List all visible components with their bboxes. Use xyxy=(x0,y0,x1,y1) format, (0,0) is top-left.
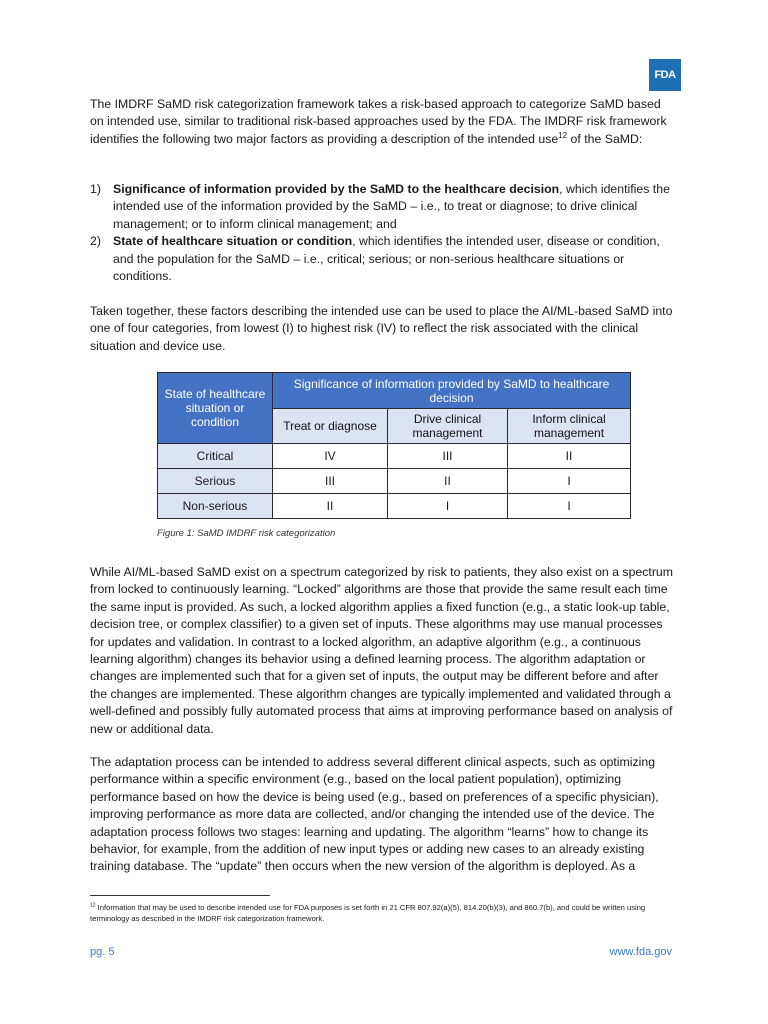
paragraph-text: The adaptation process can be intended to address several different clinical aspects, such as optimizing performance within a specific environment (e.g., based on the local patient population), optimizing performance based on how the device is being used (e.g., based on preferences of a specific physician), improving performance as more data are collected, and/or changing the intended use of the device. The adaptation process follows two stages: learning and updating. The algorithm “learns” how to change its behavior, for example, from the addition of new input types or adding new cases to an already existing training database. The “update” then occurs when the new version of the algorithm is deployed. As a xyxy=(90,755,659,874)
locked-algorithm-paragraph xyxy=(90,564,674,738)
paragraph-text: Taken together, these factors describing the intended use can be used to place the AI/ML-based SaMD into one of four categories, from lowest (I) to highest risk (IV) to reflect the risk associated with the clinical situation and device use. xyxy=(90,304,673,353)
group-header: Significance of information provided by SaMD to healthcare decision xyxy=(273,373,631,409)
list-item xyxy=(90,181,674,233)
footnote-divider xyxy=(90,895,270,896)
page-number: pg. 5 xyxy=(90,946,115,958)
factor-title: State of healthcare situation or condition xyxy=(113,234,353,249)
adaptation-paragraph xyxy=(90,754,674,876)
factor-description: , which identifies the intended user, disease or condition, and the population for the SaMD – i.e., critical; serious; or non-serious healthcare situations or conditions. xyxy=(113,234,660,284)
table-cell: II xyxy=(508,444,631,469)
fda-logo: FDA xyxy=(649,59,681,91)
footnote-ref[interactable]: 12 xyxy=(558,130,568,140)
table-cell: III xyxy=(388,444,508,469)
table-row xyxy=(158,469,631,494)
factor-title: Significance of information provided by the SaMD to the healthcare decision xyxy=(113,182,560,196)
table-cell: II xyxy=(388,469,508,494)
footnote-text: Information that may be used to describe intended use for FDA purposes is set forth in 21 CFR 807.92(a)(5), 814.20(b)(3), and 860.7(b), and could be written using terminology as described in the IMDRF risk categorization framework. xyxy=(90,903,646,923)
figure-caption: Figure 1: SaMD IMDRF risk categorization xyxy=(157,528,336,539)
row-label: Non-serious xyxy=(158,494,273,519)
table-cell: I xyxy=(508,494,631,519)
table-cell: I xyxy=(508,469,631,494)
list-number: 2) xyxy=(90,234,101,249)
table-row xyxy=(158,444,631,469)
footnote-number: 12 xyxy=(90,902,96,909)
list-item xyxy=(90,233,674,285)
list-number: 1) xyxy=(90,182,101,196)
column-header: Drive clinical management xyxy=(388,409,508,444)
together-paragraph xyxy=(90,303,674,355)
row-label: Critical xyxy=(158,444,273,469)
paragraph-text: While AI/ML-based SaMD exist on a spectrum categorized by risk to patients, they also exist on a spectrum from locked to continuously learning. “Locked” algorithms are those that provide the same result each time the same input is provided. As such, a locked algorithm applies a fixed function (e.g., a static look-up table, decision tree, or complex classifier) to a given set of inputs. These algorithms may use manual processes for updates and validation. In contrast to a locked algorithm, an adaptive algorithm (e.g., a continuous learning algorithm) changes its behavior using a defined learning process. The algorithm adaptation or changes are implemented such that for a given set of inputs, the output may be different before and after the changes are implemented. These algorithm changes are typically implemented and validated through a well-defined and possibly fully automated process that aims at improving performance based on analysis of new or additional data. xyxy=(90,565,673,736)
footnote xyxy=(90,902,680,924)
row-label: Serious xyxy=(158,469,273,494)
table-row xyxy=(158,494,631,519)
factor-list xyxy=(90,181,674,285)
intro-text-end: of the SaMD: xyxy=(567,131,643,146)
corner-header: State of healthcare situation or condition xyxy=(158,373,273,444)
fda-website-link[interactable]: www.fda.gov xyxy=(609,946,672,958)
risk-category-table xyxy=(157,372,631,519)
column-header: Inform clinical management xyxy=(508,409,631,444)
table-cell: II xyxy=(273,494,388,519)
intro-paragraph xyxy=(90,96,674,148)
intro-text: The IMDRF SaMD risk categorization framework takes a risk-based approach to categorize SaMD based on intended use, similar to traditional risk-based approaches used by the FDA. The IMDRF risk framework identifies the following two major factors as providing a description of the intended use xyxy=(90,97,667,146)
table-cell: I xyxy=(388,494,508,519)
column-header: Treat or diagnose xyxy=(273,409,388,444)
table-cell: III xyxy=(273,469,388,494)
table-cell: IV xyxy=(273,444,388,469)
factor-description: , which identifies the intended use of the information provided by the SaMD – i.e., to treat or diagnose; to drive clinical management; or to inform clinical management; and xyxy=(113,182,670,231)
